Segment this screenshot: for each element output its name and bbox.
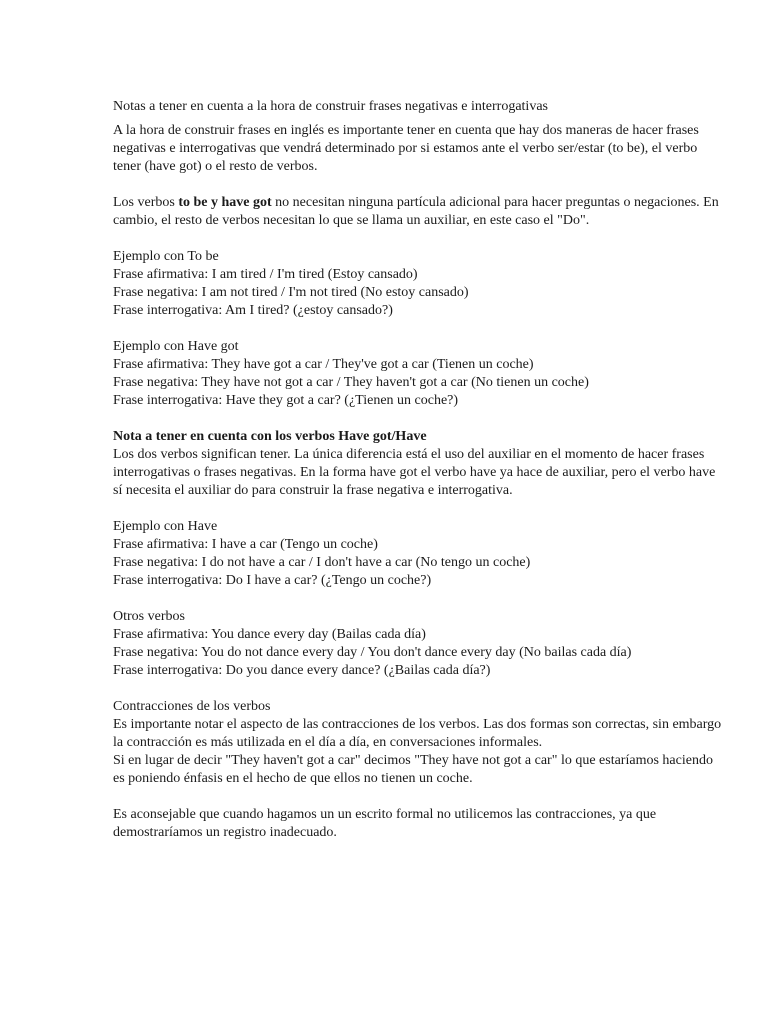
verbs-paragraph <box>113 194 728 230</box>
contractions-section <box>113 698 728 788</box>
example-line: Frase afirmativa: You dance every day (Bailas cada día) <box>113 627 426 642</box>
other-verbs-heading: Otros verbos <box>113 609 185 624</box>
note-have-heading: Nota a tener en cuenta con los verbos Have got/Have <box>113 429 427 444</box>
contractions-text-2: Si en lugar de decir "They haven't got a car" decimos "They have not got a car" lo que estaríamos haciendo es poniendo énfasis en el hecho de que ellos no tienen un coche. <box>113 753 713 786</box>
example-to-be-heading: Ejemplo con To be <box>113 249 219 264</box>
example-line: Frase interrogativa: Do you dance every dance? (¿Bailas cada día?) <box>113 663 491 678</box>
note-have-text: Los dos verbos significan tener. La única diferencia está el uso del auxiliar en el momento de hacer frases interrogativas o frases negativas. En la forma have got el verbo have ya hace de auxiliar, pero el verbo have sí necesita el auxiliar do para construir la frase negativa e interrogativa. <box>113 447 716 498</box>
example-line: Frase negativa: I am not tired / I'm not tired (No estoy cansado) <box>113 285 469 300</box>
example-line: Frase afirmativa: I am tired / I'm tired (Estoy cansado) <box>113 267 418 282</box>
intro-paragraph: A la hora de construir frases en inglés es importante tener en cuenta que hay dos maneras de hacer frases negativas e interrogativas que vendrá determinado por si estamos ante el verbo ser/estar (to be), el verbo tener (have got) o el resto de verbos. <box>113 123 699 174</box>
example-line: Frase interrogativa: Do I have a car? (¿Tengo un coche?) <box>113 573 432 588</box>
example-to-be-section <box>113 248 728 320</box>
example-have-got-heading: Ejemplo con Have got <box>113 339 239 354</box>
example-have-got-section <box>113 338 728 410</box>
example-line: Frase negativa: You do not dance every day / You don't dance every day (No bailas cada día) <box>113 645 632 660</box>
other-verbs-section <box>113 608 728 680</box>
example-line: Frase afirmativa: They have got a car / They've got a car (Tienen un coche) <box>113 357 534 372</box>
verbs-suffix: no necesitan ninguna partícula adicional para hacer preguntas o negaciones. En cambio, el resto de verbos necesitan lo que se llama un auxiliar, en este caso el "Do". <box>113 195 719 228</box>
contractions-heading: Contracciones de los verbos <box>113 699 271 714</box>
document-title: Notas a tener en cuenta a la hora de construir frases negativas e interrogativas <box>113 99 548 114</box>
verbs-prefix: Los verbos <box>113 195 179 210</box>
verbs-bold: to be y have got <box>178 195 272 210</box>
example-line: Frase interrogativa: Have they got a car? (¿Tienen un coche?) <box>113 393 459 408</box>
example-line: Frase negativa: They have not got a car / They haven't got a car (No tienen un coche) <box>113 375 589 390</box>
example-have-section <box>113 518 728 590</box>
example-line: Frase interrogativa: Am I tired? (¿estoy cansado?) <box>113 303 393 318</box>
example-line: Frase negativa: I do not have a car / I don't have a car (No tengo un coche) <box>113 555 531 570</box>
contractions-text-1: Es importante notar el aspecto de las contracciones de los verbos. Las dos formas son correctas, sin embargo la contracción es más utilizada en el día a día, en conversaciones informales. <box>113 717 722 750</box>
example-line: Frase afirmativa: I have a car (Tengo un coche) <box>113 537 378 552</box>
example-have-heading: Ejemplo con Have <box>113 519 218 534</box>
note-have-section <box>113 428 728 500</box>
closing-paragraph: Es aconsejable que cuando hagamos un un escrito formal no utilicemos las contracciones, ya que demostraríamos un registro inadecuado. <box>113 807 657 840</box>
